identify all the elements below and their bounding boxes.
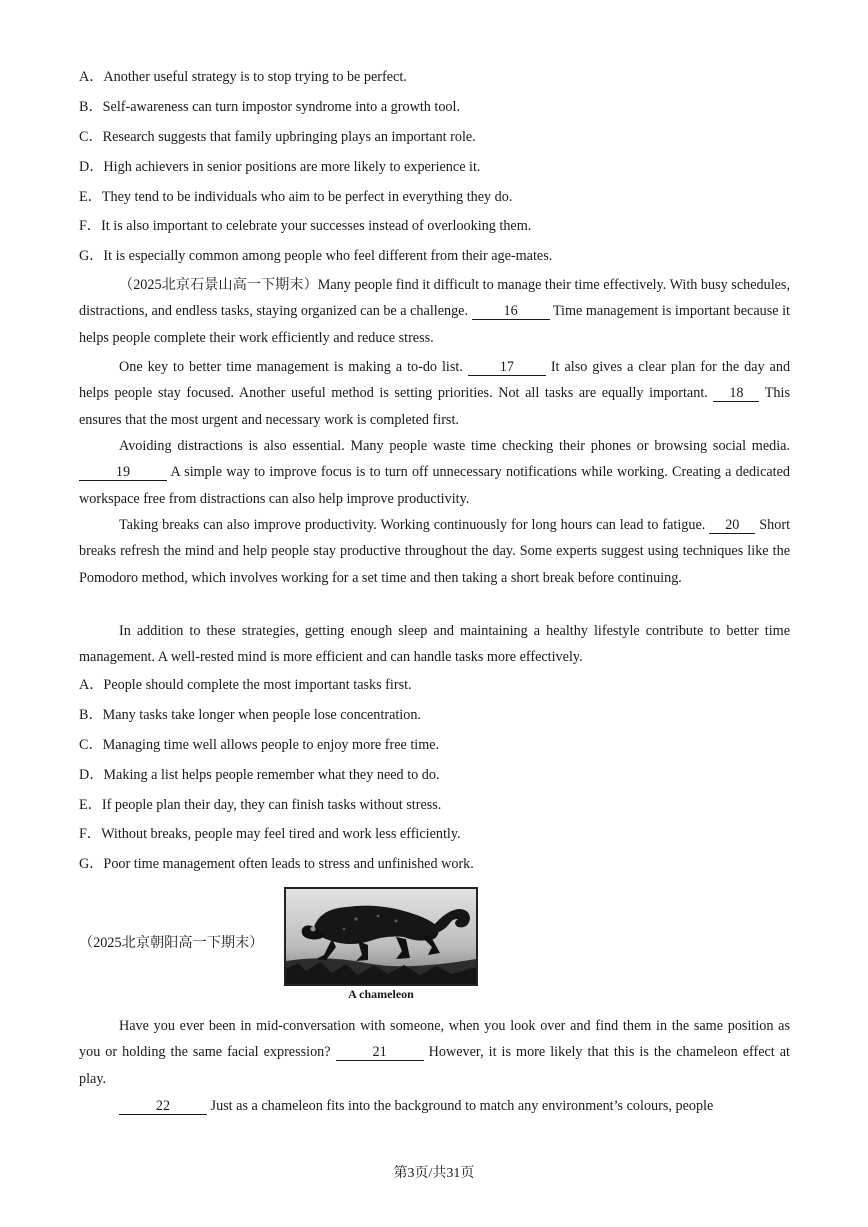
passage3-p1-text-b: However, it is more likely that this is the chameleon effect at play.	[79, 1044, 790, 1087]
chameleon-image	[284, 887, 478, 986]
passage3-paragraph-1	[79, 1013, 790, 1092]
passage2-p4-text-b: Short breaks refresh the mind and help people stay productive throughout the day. Some experts suggest using techniques like the Pomodoro method, which involves working for a set time and then taking a short break before continuing.	[79, 517, 791, 586]
option-g-1: G．It is especially common among people who feel different from their age-mates.	[79, 248, 553, 264]
blank-22: 22	[119, 1098, 207, 1115]
passage2-p2-text-c: This ensures that the most urgent and necessary work is completed first.	[79, 385, 790, 428]
passage3-source: （2025北京朝阳高一下期末）	[79, 935, 264, 951]
passage2-p3-text-b: A simple way to improve focus is to turn off unnecessary notifications while working. Creating a dedicated workspace free from distractions can also help improve productivity.	[79, 464, 791, 507]
blank-19: 19	[79, 464, 167, 481]
passage3-paragraph-2	[79, 1093, 790, 1119]
option-a-2: A．People should complete the most important tasks first.	[79, 677, 412, 693]
option-d-2: D．Making a list helps people remember what they need to do.	[79, 767, 440, 783]
passage2-p4-text-a: Taking breaks can also improve productivity. Working continuously for long hours can lead to fatigue.	[119, 517, 706, 533]
option-f-1: F．It is also important to celebrate your successes instead of overlooking them.	[79, 218, 532, 234]
passage2-paragraph-5: In addition to these strategies, getting enough sleep and maintaining a healthy lifestyle contribute to better time management. A well-rested mind is more efficient and can handle tasks more effectively.	[79, 623, 790, 666]
passage2-p3-text-a: Avoiding distractions is also essential. Many people waste time checking their phones or browsing social media.	[119, 438, 790, 454]
passage2-paragraph-3	[79, 433, 790, 512]
image-caption: A chameleon	[348, 987, 414, 1001]
blank-20: 20	[709, 517, 755, 534]
option-f-2: F．Without breaks, people may feel tired and work less efficiently.	[79, 826, 461, 842]
chameleon-illustration	[286, 889, 476, 984]
option-g-2: G．Poor time management often leads to stress and unfinished work.	[79, 856, 474, 872]
passage2-p1-text-a: （2025北京石景山高一下期末）Many people find it difficult to manage their time effectively. With busy schedules, distractions, and endless tasks, staying organized can be a challenge.	[79, 277, 790, 320]
option-e-1: E．They tend to be individuals who aim to be perfect in everything they do.	[79, 189, 513, 205]
option-b-2: B．Many tasks take longer when people lose concentration.	[79, 707, 421, 723]
passage2-p2-text-a: One key to better time management is making a to-do list.	[119, 359, 463, 375]
option-c-1: C．Research suggests that family upbringing plays an important role.	[79, 129, 476, 145]
page-number: 第3页/共31页	[393, 1166, 475, 1181]
passage2-paragraph-4	[79, 512, 790, 591]
blank-16: 16	[472, 303, 550, 320]
passage3-p1-text-a: Have you ever been in mid-conversation with someone, when you look over and find them in the same position as you or holding the same facial expression?	[79, 1018, 790, 1061]
blank-21: 21	[336, 1044, 424, 1061]
option-d-1: D．High achievers in senior positions are more likely to experience it.	[79, 159, 481, 175]
option-c-2: C．Managing time well allows people to enjoy more free time.	[79, 737, 440, 753]
passage2-paragraph-2	[79, 354, 790, 433]
passage2-p2-text-b: It also gives a clear plan for the day and helps people stay focused. Another useful method is setting priorities. Not all tasks are equally important.	[79, 359, 791, 402]
blank-18: 18	[713, 385, 759, 402]
passage3-p2-text-a: Just as a chameleon fits into the background to match any environment’s colours, people	[210, 1098, 714, 1114]
option-e-2: E．If people plan their day, they can finish tasks without stress.	[79, 797, 442, 813]
blank-17: 17	[468, 359, 546, 376]
option-b-1: B．Self-awareness can turn impostor syndrome into a growth tool.	[79, 99, 461, 115]
passage2-paragraph-1	[79, 272, 790, 351]
passage2-p1-text-b: Time management is important because it helps people complete their work efficiently and reduce stress.	[79, 303, 790, 346]
option-a-1: A．Another useful strategy is to stop trying to be perfect.	[79, 69, 407, 85]
